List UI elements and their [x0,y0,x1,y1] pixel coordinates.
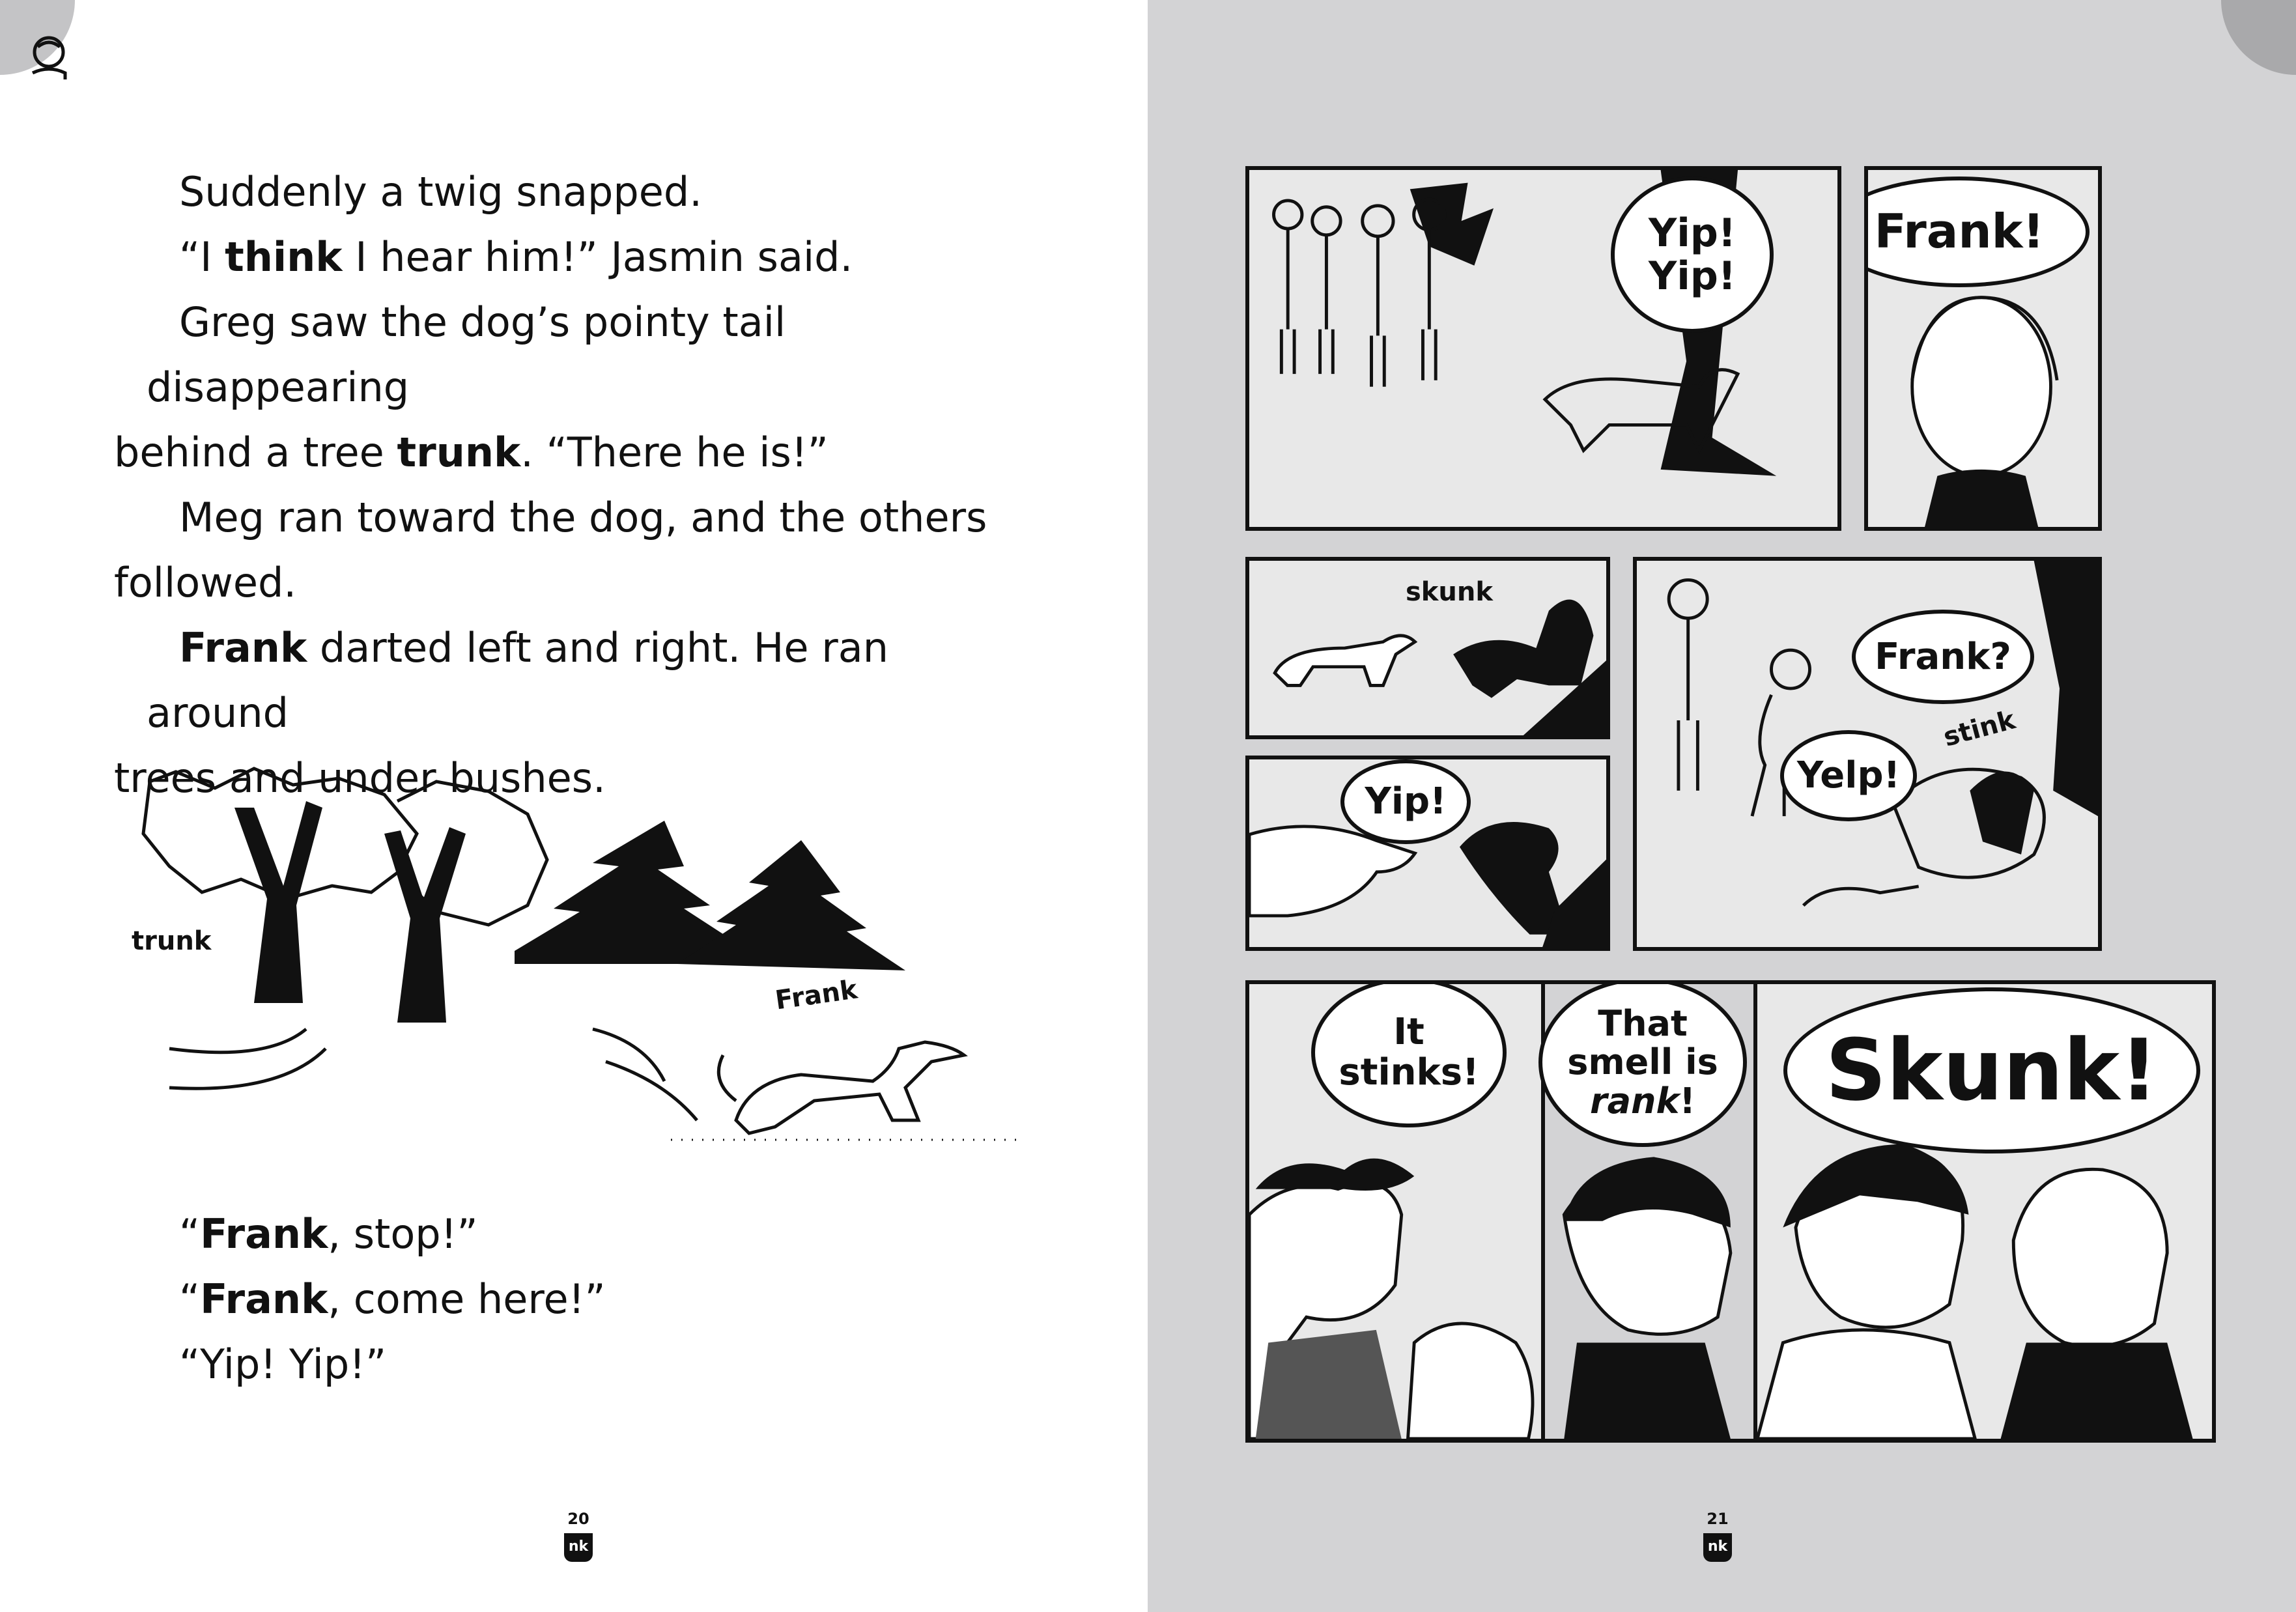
skunk-label: skunk [1406,577,1493,607]
paragraph: followed. [114,559,297,606]
comic-panel-7 [1538,980,1766,1443]
comic-panel-4 [1633,557,2102,951]
dialog-line: “Yip! Yip!” [179,1340,387,1388]
story-text [114,160,1019,811]
stink-label: stink [1940,705,2019,753]
comic-panel-8 [1753,980,2216,1443]
speech-bubble-frank-question: Frank? [1852,610,2034,704]
comic-panel-6 [1245,980,1545,1443]
comic-panel-2 [1864,166,2102,531]
speech-bubble-yip-single: Yip! [1340,759,1471,844]
page-number-right: 21 nk [1698,1510,1737,1562]
corner-badge-left [0,0,75,75]
right-page [1148,0,2296,1612]
paragraph: Greg saw the dog’s pointy tail disappearing [147,298,786,411]
paragraph: Frank darted left and right. He ran around [147,624,889,737]
paragraph: Suddenly a twig snapped. [179,168,702,216]
reader-face-icon [26,33,72,85]
forest-scene-icon [124,756,1036,1172]
publisher-logo: nk [564,1533,593,1562]
frank-label: Frank [773,974,860,1016]
speech-bubble-skunk: Skunk! [1783,987,2200,1153]
speech-bubble-yelp: Yelp! [1780,730,1917,821]
publisher-logo: nk [1703,1533,1732,1562]
dialog-line: “Frank, come here!” [179,1275,606,1323]
speech-bubble-it-stinks: It stinks! [1311,980,1507,1127]
paragraph: trees and under bushes. [114,754,606,802]
speech-bubble-yip: Yip! Yip! [1611,177,1774,333]
forest-illustration [124,756,1036,1172]
comic-panel-1 [1245,166,1841,531]
page-number-left: 20 nk [559,1510,598,1562]
corner-badge-right [2221,0,2296,75]
comic-panel-5 [1245,756,1610,951]
speech-bubble-that-smell: That smell is rank! [1538,980,1747,1147]
paragraph: Meg ran toward the dog, and the others [179,494,987,541]
speech-bubble-frank: Frank! [1864,177,2090,287]
dialog-lines [179,1202,606,1397]
paragraph: “I think I hear him!” Jasmin said. [179,233,853,281]
trunk-label: trunk [132,926,212,956]
comic-panel-3 [1245,557,1610,739]
dialog-line: “Frank, stop!” [179,1210,478,1258]
paragraph: behind a tree trunk. “There he is!” [114,429,829,476]
